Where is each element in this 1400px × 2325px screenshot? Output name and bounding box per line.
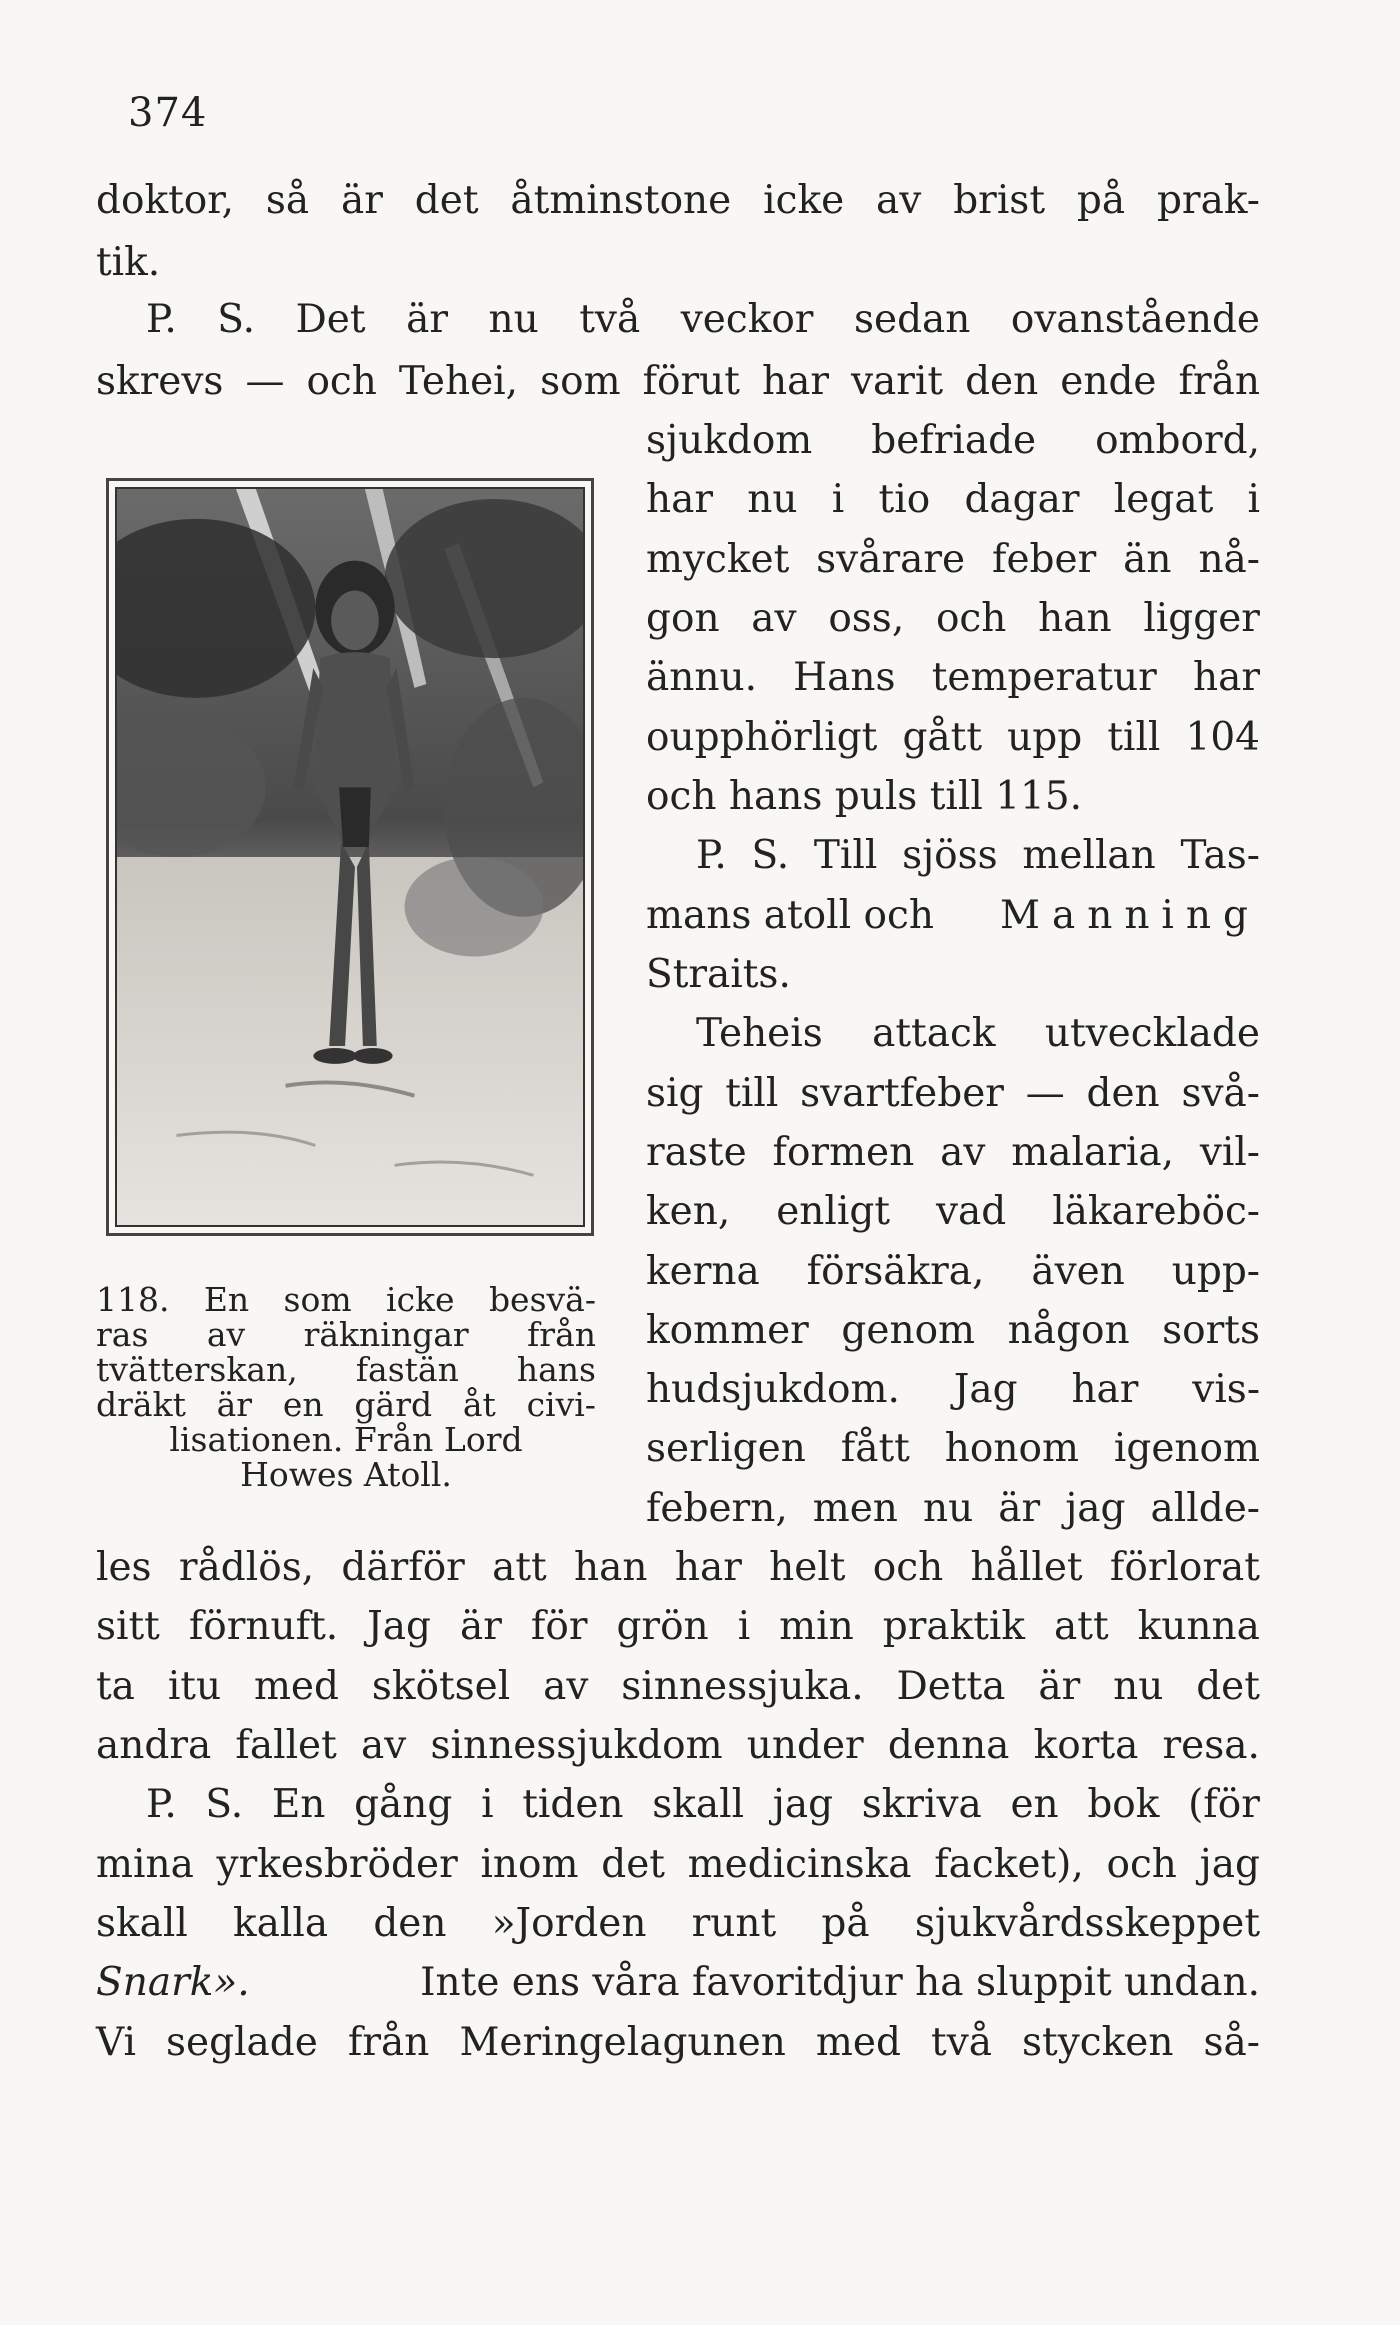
- text-line: [646, 893, 1260, 951]
- caption-line: lisationen. Från Lord: [169, 1420, 523, 1459]
- text-line: ken, enligt vad läkareböc-: [646, 1189, 1260, 1235]
- text-line: Teheis attack utvecklade: [696, 1011, 1260, 1057]
- text-line: ta itu med skötsel av sinnessjuka. Detta är nu det: [96, 1663, 1260, 1709]
- text-line: sitt förnuft. Jag är för grön i min praktik att kunna: [96, 1604, 1260, 1650]
- photograph: [115, 487, 585, 1227]
- caption-line: tvätterskan, fastän hans: [96, 1350, 596, 1389]
- caption-line: Howes Atoll.: [240, 1455, 452, 1494]
- text-line: P. S. Till sjöss mellan Tas-: [696, 833, 1260, 879]
- caption-line: ras av räkningar från: [96, 1315, 596, 1354]
- text-line: mina yrkesbröder inom det medicinska facket), och jag: [96, 1841, 1260, 1887]
- text-line: kommer genom någon sorts: [646, 1307, 1260, 1353]
- text-line: Straits.: [646, 951, 791, 997]
- text-line: ännu. Hans temperatur har: [646, 655, 1260, 701]
- photo-frame: [106, 478, 594, 1236]
- text-line: les rådlös, därför att han har helt och hållet förlorat: [96, 1545, 1260, 1591]
- text-line: doktor, så är det åtminstone icke av brist på prak-: [96, 177, 1260, 223]
- text-line: mycket svårare feber än nå-: [646, 536, 1260, 582]
- text-line: skrevs — och Tehei, som förut har varit den ende från: [96, 358, 1260, 404]
- caption-line: 118. En som icke besvä-: [96, 1280, 596, 1319]
- text-line: serligen fått honom igenom: [646, 1426, 1260, 1472]
- caption-line: dräkt är en gärd åt civi-: [96, 1385, 596, 1424]
- photo-illustration: [117, 489, 583, 1225]
- text-fragment: Inte ens våra favoritdjur ha sluppit undan.: [420, 1960, 1260, 2006]
- title-snark: Snark».: [96, 1960, 250, 2006]
- text-line: andra fallet av sinnessjukdom under denna korta resa.: [96, 1722, 1260, 1768]
- text-line: P. S. En gång i tiden skall jag skriva en bok (för: [146, 1782, 1260, 1828]
- page-number: 374: [128, 90, 208, 136]
- text-line: tik.: [96, 240, 161, 286]
- text-line: har nu i tio dagar legat i: [646, 477, 1260, 523]
- text-line: skall kalla den »Jorden runt på sjukvårdsskeppet: [96, 1900, 1260, 1946]
- text-line: raste formen av malaria, vil-: [646, 1129, 1260, 1175]
- spaced-name: Manning: [1000, 892, 1260, 938]
- text-line: P. S. Det är nu två veckor sedan ovanstående: [146, 296, 1260, 342]
- text-line: gon av oss, och han ligger: [646, 596, 1260, 642]
- text-line: febern, men nu är jag allde-: [646, 1485, 1260, 1531]
- text-line: Vi seglade från Meringelagunen med två stycken så-: [96, 2019, 1260, 2065]
- text-line: sig till svartfeber — den svå-: [646, 1070, 1260, 1116]
- text-line: sjukdom befriade ombord,: [646, 418, 1260, 464]
- text-line: oupphörligt gått upp till 104: [646, 714, 1260, 760]
- text-line: och hans puls till 115.: [646, 774, 1083, 819]
- text-line: hudsjukdom. Jag har vis-: [646, 1367, 1260, 1413]
- text-fragment: mans atoll och: [646, 892, 934, 938]
- figure-caption: [96, 1282, 596, 1492]
- text-line: kerna försäkra, även upp-: [646, 1248, 1260, 1294]
- text-line: [96, 1960, 1260, 2018]
